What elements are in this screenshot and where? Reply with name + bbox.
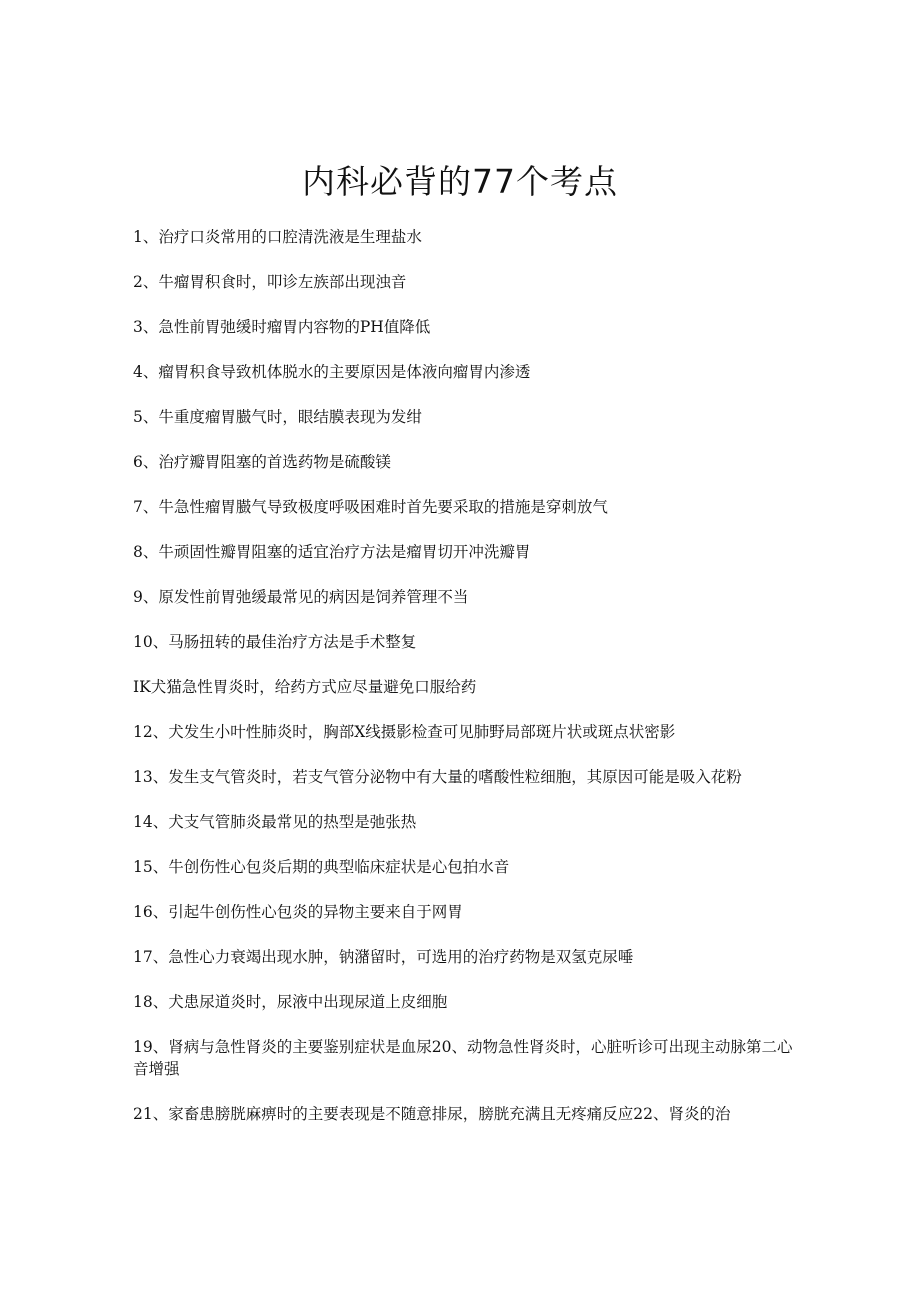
list-item: 2、牛瘤胃积食时，叩诊左族部出现浊音	[133, 273, 407, 291]
list-item: 18、犬患尿道炎时，尿液中出现尿道上皮细胞	[133, 993, 448, 1011]
list-item: 6、治疗瓣胃阻塞的首选药物是硫酸镁	[133, 453, 391, 471]
list-item: 9、原发性前胃弛缓最常见的病因是饲养管理不当	[133, 588, 469, 606]
exam-points-list	[133, 226, 793, 1148]
list-item: 7、牛急性瘤胃臌气导致极度呼吸困难时首先要采取的措施是穿刺放气	[133, 498, 608, 516]
list-item: 17、急性心力衰竭出现水肿，钠潴留时，可选用的治疗药物是双氢克尿唾	[133, 948, 634, 966]
list-item: 8、牛顽固性瓣胃阻塞的适宜治疗方法是瘤胃切开冲洗瓣胃	[133, 543, 531, 561]
list-item: 14、犬支气管肺炎最常见的热型是弛张热	[133, 813, 417, 831]
list-item: 1、治疗口炎常用的口腔清洗液是生理盐水	[133, 228, 422, 246]
document-title: 内科必背的77个考点	[302, 162, 618, 201]
list-item: 13、发生支气管炎时，若支气管分泌物中有大量的嗜酸性粒细胞，其原因可能是吸入花粉	[133, 768, 742, 786]
list-item: IK犬猫急性胃炎时，给药方式应尽量避免口服给药	[133, 678, 477, 696]
list-item: 4、瘤胃积食导致机体脱水的主要原因是体液向瘤胃内渗透	[133, 363, 531, 381]
list-item: 21、家畜患膀胱麻痹时的主要表现是不随意排尿，膀胱充满且无疼痛反应22、肾炎的治	[133, 1105, 731, 1123]
list-item: 3、急性前胃弛缓时瘤胃内容物的PH值降低	[133, 318, 431, 336]
list-item: 19、肾病与急性肾炎的主要鉴别症状是血尿20、动物急性肾炎时，心脏听诊可出现主动脉第二心音增强	[133, 1038, 793, 1078]
list-item: 16、引起牛创伤性心包炎的异物主要来自于网胃	[133, 903, 463, 921]
list-item: 15、牛创伤性心包炎后期的典型临床症状是心包拍水音	[133, 858, 510, 876]
list-item: 5、牛重度瘤胃臌气时，眼结膜表现为发绀	[133, 408, 422, 426]
list-item: 12、犬发生小叶性肺炎时，胸部X线摄影检查可见肺野局部斑片状或斑点状密影	[133, 723, 676, 741]
list-item: 10、马肠扭转的最佳治疗方法是手术整复	[133, 633, 417, 651]
